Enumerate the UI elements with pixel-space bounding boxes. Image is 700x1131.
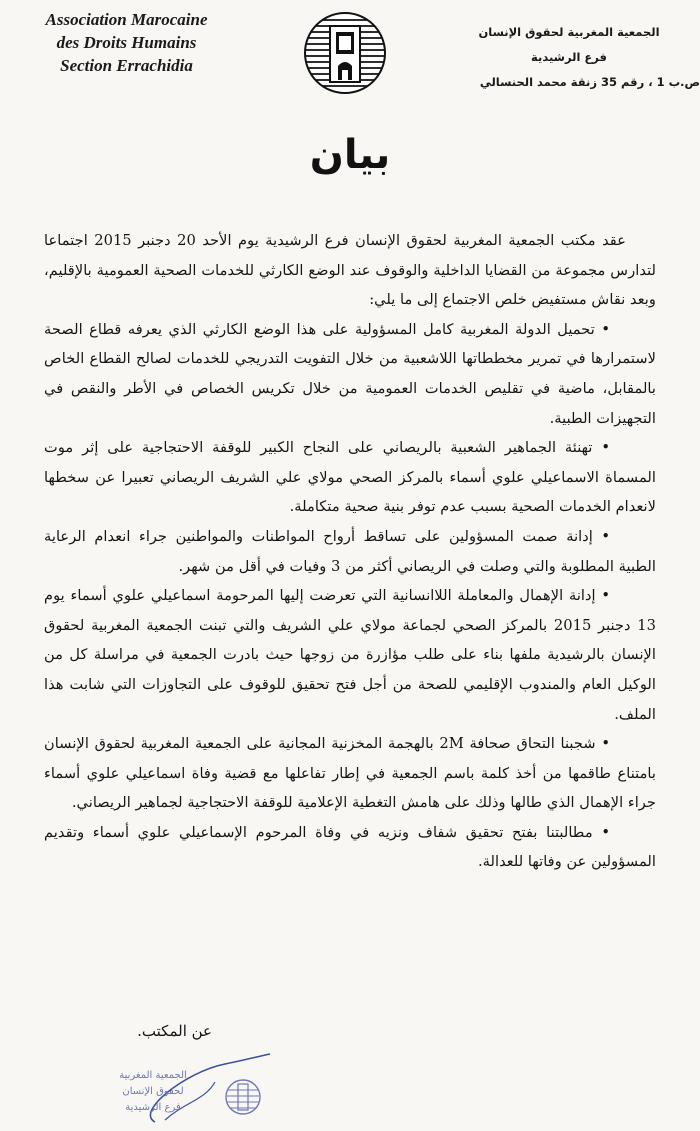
letterhead-french: [14, 8, 239, 77]
statement-body: [44, 226, 656, 877]
association-subname-fr: des Droits Humains: [56, 33, 197, 52]
statement-item: • تحميل الدولة المغربية كامل المسؤولية على هذا الوضع الكارثي الذي يعرفه قطاع الصحة لاستمرارها في تمرير مخططاتها اللاشعبية من خلال التفويت التدريجي للخدمات لصالح القطاع الخاص بالمقابل، ماضية في تقليص الخدمات العمومية من خلال تكريس الخصاص في الأطر والنقص في التجهيزات الطبية.: [44, 320, 656, 427]
stamp-line-3: فرع الرشيدية: [125, 1102, 181, 1113]
stamp-logo-icon: [226, 1080, 260, 1114]
letterhead: [0, 0, 700, 110]
association-name-ar: الجمعية المغربية لحقوق الإنسان: [478, 25, 660, 39]
amdh-logo-icon: [300, 8, 390, 98]
statement-item: • تهنئة الجماهير الشعبية بالريصاني على النجاح الكبير للوقفة الاحتجاجية على إثر موت المسماة الاسماعيلي علوي أسماء بالمركز الصحي مولاي علي الشريف الريصاني تعبيرا عن سخطها لانعدام الخدمات الصحية بسبب عدم توفر بنية صحية متكاملة.: [44, 439, 656, 516]
document-title: بيان: [309, 132, 391, 178]
signature-line: عن المكتب.: [137, 1022, 212, 1040]
stamp-line-2: لحقوق الإنسان: [122, 1086, 184, 1097]
office-stamp: [95, 1052, 290, 1127]
letterhead-arabic: [444, 20, 700, 95]
section-name-ar: فرع الرشيدية: [531, 50, 607, 64]
statement-item: • إدانة الإهمال والمعاملة اللاانسانية التي تعرضت إليها المرحومة اسماعيلي علوي أسماء يوم 13 دجنبر 2015 بالمركز الصحي لجماعة مولاي علي الشريف والتي تبنت الجمعية المغربية لحقوق الإنسان بالرشيدية ملفها بناء على طلب مؤازرة من زوجها حيث بادرت الجمعية في مراسلة كل من الوكيل العام والمندوب الإقليمي للصحة من أجل فتح تحقيق للوقوف على التجاوزات التي شابت هذا الملف.: [44, 587, 656, 723]
statement-item: • شجبنا التحاق صحافة 2M بالهجمة المخزنية المجانية على الجمعية المغربية لحقوق الإنسان بامتناع طاقمها من أخذ كلمة باسم الجمعية في إطار تفاعلها مع قضية وفاة اسماعيلي علوي أسماء جراء الإهمال الذي طالها وذلك على هامش التغطية الإعلامية للوقفة الاحتجاجية لجماهير الريصاني.: [44, 735, 656, 812]
stamp-line-1: الجمعية المغربية: [119, 1070, 187, 1081]
intro-paragraph: عقد مكتب الجمعية المغربية لحقوق الإنسان فرع الرشيدية يوم الأحد 20 دجنبر 2015 اجتماعا لتدارس مجموعة من القضايا الداخلية والوقوف عند الوضع الكارثي للخدمات الصحية العمومية بالإقليم، وبعد نقاش مستفيض خلص الاجتماع إلى ما يلي:: [44, 232, 656, 309]
statement-item: • مطالبتنا بفتح تحقيق شفاف ونزيه في وفاة المرحوم الإسماعيلي علوي أسماء وتقديم المسؤولين عن وفاتها للعدالة.: [44, 823, 656, 871]
address-ar: ص.ب 1 ، رقم 35 زنقة محمد الحنسالي: [479, 75, 700, 89]
association-name-fr: Association Marocaine: [45, 10, 208, 29]
section-name-fr: Section Errachidia: [60, 56, 193, 75]
statement-item: • إدانة صمت المسؤولين على تساقط أرواح المواطنات والمواطنين جراء انعدام الرعاية الطبية المطلوبة والتي وصلت في الريصاني أكثر من 3 وفيات في أقل من شهر.: [44, 527, 656, 575]
